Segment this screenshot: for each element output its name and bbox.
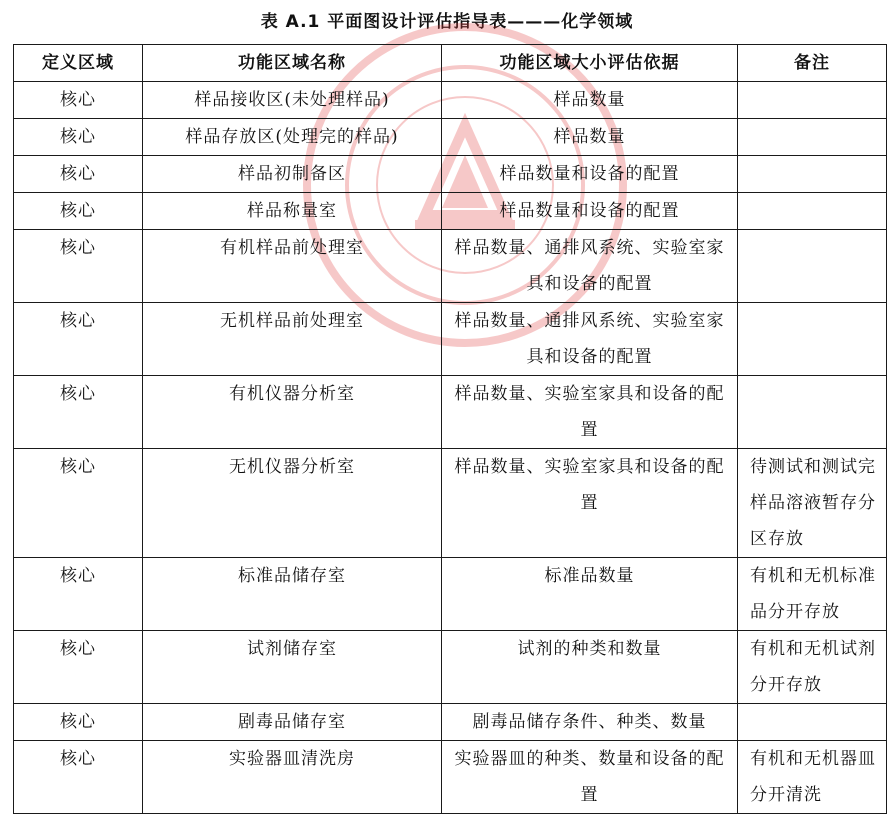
cell-remarks — [738, 303, 887, 376]
cell-zone: 核心 — [14, 119, 143, 156]
cell-function-name: 无机仪器分析室 — [143, 449, 442, 558]
cell-function-name: 样品接收区(未处理样品) — [143, 82, 442, 119]
table-row — [14, 82, 887, 119]
table-row — [14, 230, 887, 303]
table-header-row — [14, 45, 887, 82]
table-row — [14, 449, 887, 558]
cell-remarks — [738, 376, 887, 449]
cell-size-basis: 样品数量 — [442, 82, 738, 119]
cell-remarks: 有机和无机标准品分开存放 — [738, 558, 887, 631]
cell-zone: 核心 — [14, 156, 143, 193]
cell-zone: 核心 — [14, 230, 143, 303]
cell-function-name: 试剂储存室 — [143, 631, 442, 704]
cell-size-basis: 样品数量、实验室家具和设备的配置 — [442, 449, 738, 558]
cell-zone: 核心 — [14, 449, 143, 558]
table-row — [14, 631, 887, 704]
evaluation-table — [13, 44, 887, 814]
cell-function-name: 样品存放区(处理完的样品) — [143, 119, 442, 156]
cell-remarks — [738, 156, 887, 193]
table-row — [14, 704, 887, 741]
table-row — [14, 156, 887, 193]
cell-function-name: 标准品储存室 — [143, 558, 442, 631]
cell-remarks: 有机和无机器皿分开清洗 — [738, 741, 887, 814]
cell-size-basis: 样品数量和设备的配置 — [442, 193, 738, 230]
cell-size-basis: 标准品数量 — [442, 558, 738, 631]
cell-zone: 核心 — [14, 193, 143, 230]
cell-zone: 核心 — [14, 303, 143, 376]
cell-function-name: 有机样品前处理室 — [143, 230, 442, 303]
cell-zone: 核心 — [14, 741, 143, 814]
cell-size-basis: 试剂的种类和数量 — [442, 631, 738, 704]
cell-zone: 核心 — [14, 82, 143, 119]
header-remarks: 备注 — [738, 45, 887, 82]
header-zone: 定义区域 — [14, 45, 143, 82]
cell-function-name: 有机仪器分析室 — [143, 376, 442, 449]
cell-zone: 核心 — [14, 704, 143, 741]
cell-function-name: 无机样品前处理室 — [143, 303, 442, 376]
cell-remarks — [738, 193, 887, 230]
cell-size-basis: 样品数量、通排风系统、实验室家具和设备的配置 — [442, 230, 738, 303]
cell-remarks — [738, 230, 887, 303]
cell-remarks: 待测试和测试完样品溶液暂存分区存放 — [738, 449, 887, 558]
cell-function-name: 样品初制备区 — [143, 156, 442, 193]
header-size-basis: 功能区域大小评估依据 — [442, 45, 738, 82]
cell-size-basis: 样品数量和设备的配置 — [442, 156, 738, 193]
cell-remarks — [738, 119, 887, 156]
cell-function-name: 实验器皿清洗房 — [143, 741, 442, 814]
cell-size-basis: 样品数量、通排风系统、实验室家具和设备的配置 — [442, 303, 738, 376]
cell-remarks — [738, 82, 887, 119]
table-row — [14, 193, 887, 230]
cell-zone: 核心 — [14, 558, 143, 631]
table-row — [14, 741, 887, 814]
cell-size-basis: 剧毒品储存条件、种类、数量 — [442, 704, 738, 741]
cell-function-name: 样品称量室 — [143, 193, 442, 230]
table-row — [14, 119, 887, 156]
cell-zone: 核心 — [14, 631, 143, 704]
table-row — [14, 376, 887, 449]
table-row — [14, 558, 887, 631]
cell-function-name: 剧毒品储存室 — [143, 704, 442, 741]
cell-size-basis: 样品数量、实验室家具和设备的配置 — [442, 376, 738, 449]
cell-size-basis: 样品数量 — [442, 119, 738, 156]
header-function-name: 功能区域名称 — [143, 45, 442, 82]
cell-size-basis: 实验器皿的种类、数量和设备的配置 — [442, 741, 738, 814]
table-title: 表 A.1 平面图设计评估指导表———化学领域 — [260, 12, 634, 32]
cell-zone: 核心 — [14, 376, 143, 449]
table-row — [14, 303, 887, 376]
cell-remarks — [738, 704, 887, 741]
cell-remarks: 有机和无机试剂分开存放 — [738, 631, 887, 704]
